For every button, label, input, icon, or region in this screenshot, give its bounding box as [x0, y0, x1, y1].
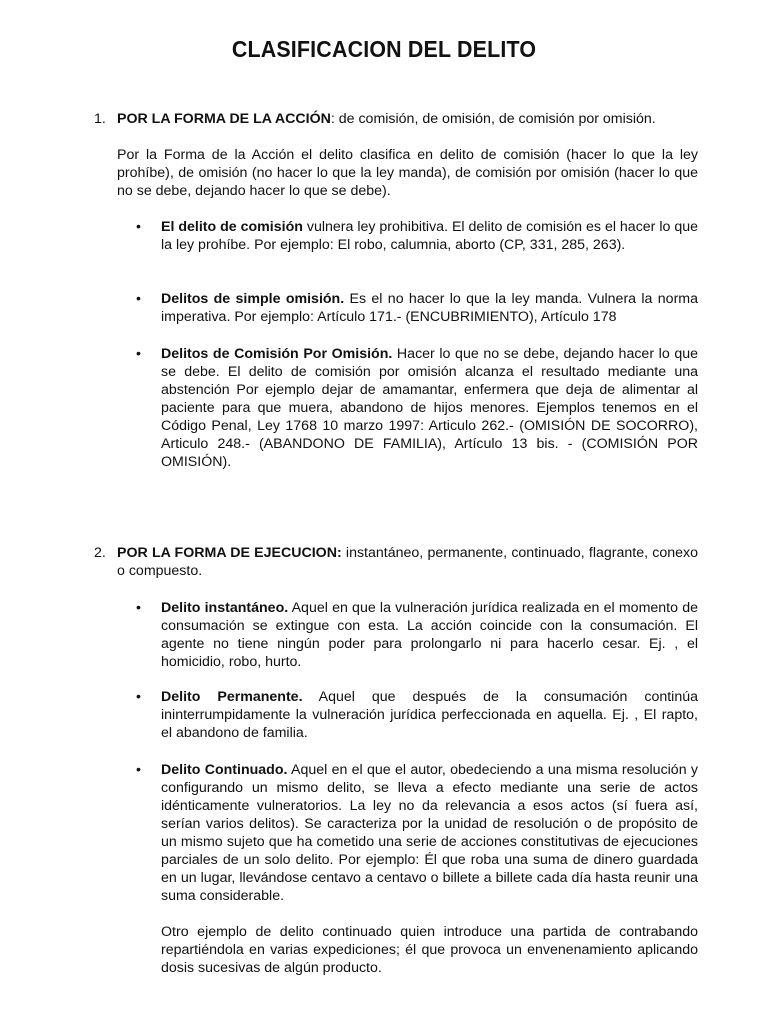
bullet-icon: •	[136, 762, 141, 778]
section-2-bullet-1	[94, 599, 698, 671]
bullet-text: Hacer lo que no se debe, dejando hacer lo que se debe. El delito de comisión por omisión alcanza el resultado mediante una abstención Por ejemplo dejar de amamantar, enfermera que deja de alimentar al paciente para que muera, abandono de hijos menores. Ejemplos tenemos en el Código Penal, Ley 1768 10 marzo 1997: Articulo 262.- (OMISIÓN DE SOCORRO), Articulo 248.- (ABANDONO DE FAMILIA), Artículo 13 bis. - (COMISIÓN POR OMISIÓN).	[161, 346, 698, 470]
bullet-term: Delitos de simple omisión.	[161, 291, 345, 307]
bullet-text: Es el no hacer lo que la ley manda. Vulnera la norma imperativa. Por ejemplo: Artículo 171.- (ENCUBRIMIENTO), Artículo 178	[161, 291, 698, 325]
section-heading	[94, 544, 698, 580]
closing-paragraph: Otro ejemplo de delito continuado quien introduce una partida de contrabando repartiéndola en varias expediciones; él que provoca un envenenamiento aplicando dosis sucesivas de algún producto.	[161, 924, 698, 976]
section-1-bullet-3	[94, 345, 698, 471]
section-1-intro	[94, 146, 698, 200]
bullet-term: El delito de comisión	[161, 219, 303, 235]
bullet-text: vulnera ley prohibitiva. El delito de comisión es el hacer lo que la ley prohíbe. Por ejemplo: El robo, calumnia, aborto (CP, 331, 285, 263).	[161, 219, 699, 253]
list-item	[136, 345, 698, 471]
bullet-icon: •	[136, 600, 141, 616]
bullet-term: Delito Permanente.	[161, 689, 303, 705]
section-2	[94, 544, 698, 580]
bullet-icon: •	[136, 689, 141, 705]
list-item	[136, 688, 698, 742]
list-item	[136, 218, 699, 254]
section-1-bullet-1	[94, 218, 698, 254]
bullet-text: Aquel que después de la consumación continúa ininterrumpidamente la vulneración jurídica perfeccionada en aquella. Ej. , El rapto, el abandono de familia.	[161, 689, 698, 741]
section-number: 2.	[94, 545, 106, 561]
list-item	[136, 599, 698, 671]
bullet-text: Aquel en que la vulneración jurídica realizada en el momento de consumación se extingue con esta. La acción coincide con la consumación. El agente no tiene ningún poder para prolongarlo ni para hacerlo cesar. Ej. , el homicidio, robo, hurto.	[161, 600, 698, 670]
section-heading	[94, 110, 698, 128]
section-1	[94, 110, 698, 128]
section-heading-title: POR LA FORMA DE EJECUCION:	[117, 545, 342, 561]
bullet-icon: •	[136, 291, 141, 307]
section-heading-rest: : de comisión, de omisión, de comisión por omisión.	[330, 111, 656, 127]
bullet-text: Aquel en el que el autor, obedeciendo a una misma resolución y configurando un mismo delito, se lleva a efecto mediante una serie de actos idénticamente vulneratorios. La ley no da relevancia a esos actos (sí fuera así, serían varios delitos). Se caracteriza por la unidad de resolución o de propósito de un mismo sujeto que ha cometido una serie de acciones constitutivas de ejecuciones parciales de un solo delito. Por ejemplo: Él que roba una suma de dinero guardada en un lugar, llevándose centavo a centavo o billete a billete cada día hasta reunir una suma considerable.	[161, 762, 698, 904]
bullet-icon: •	[136, 346, 141, 362]
bullet-icon: •	[136, 219, 141, 235]
section-intro-paragraph: Por la Forma de la Acción el delito clasifica en delito de comisión (hacer lo que la ley prohíbe), de omisión (no hacer lo que la ley manda), de comisión por omisión (hacer lo que no se debe, dejando hacer lo que se debe).	[117, 147, 698, 199]
section-heading-title: POR LA FORMA DE LA ACCIÓN	[117, 111, 331, 127]
section-number: 1.	[94, 111, 106, 127]
section-2-bullet-2	[94, 688, 698, 742]
bullet-term: Delitos de Comisión Por Omisión.	[161, 346, 393, 362]
bullet-term: Delito Continuado.	[161, 762, 288, 778]
section-2-bullet-3	[94, 761, 698, 905]
section-2-closing	[94, 923, 698, 977]
list-item	[136, 290, 698, 326]
list-item	[136, 761, 698, 905]
section-1-bullet-2	[94, 290, 698, 326]
bullet-term: Delito instantáneo.	[161, 600, 289, 616]
page-title: CLASIFICACION DEL DELITO	[231, 36, 537, 62]
section-heading-rest: instantáneo, permanente, continuado, flagrante, conexo o compuesto.	[117, 545, 699, 579]
